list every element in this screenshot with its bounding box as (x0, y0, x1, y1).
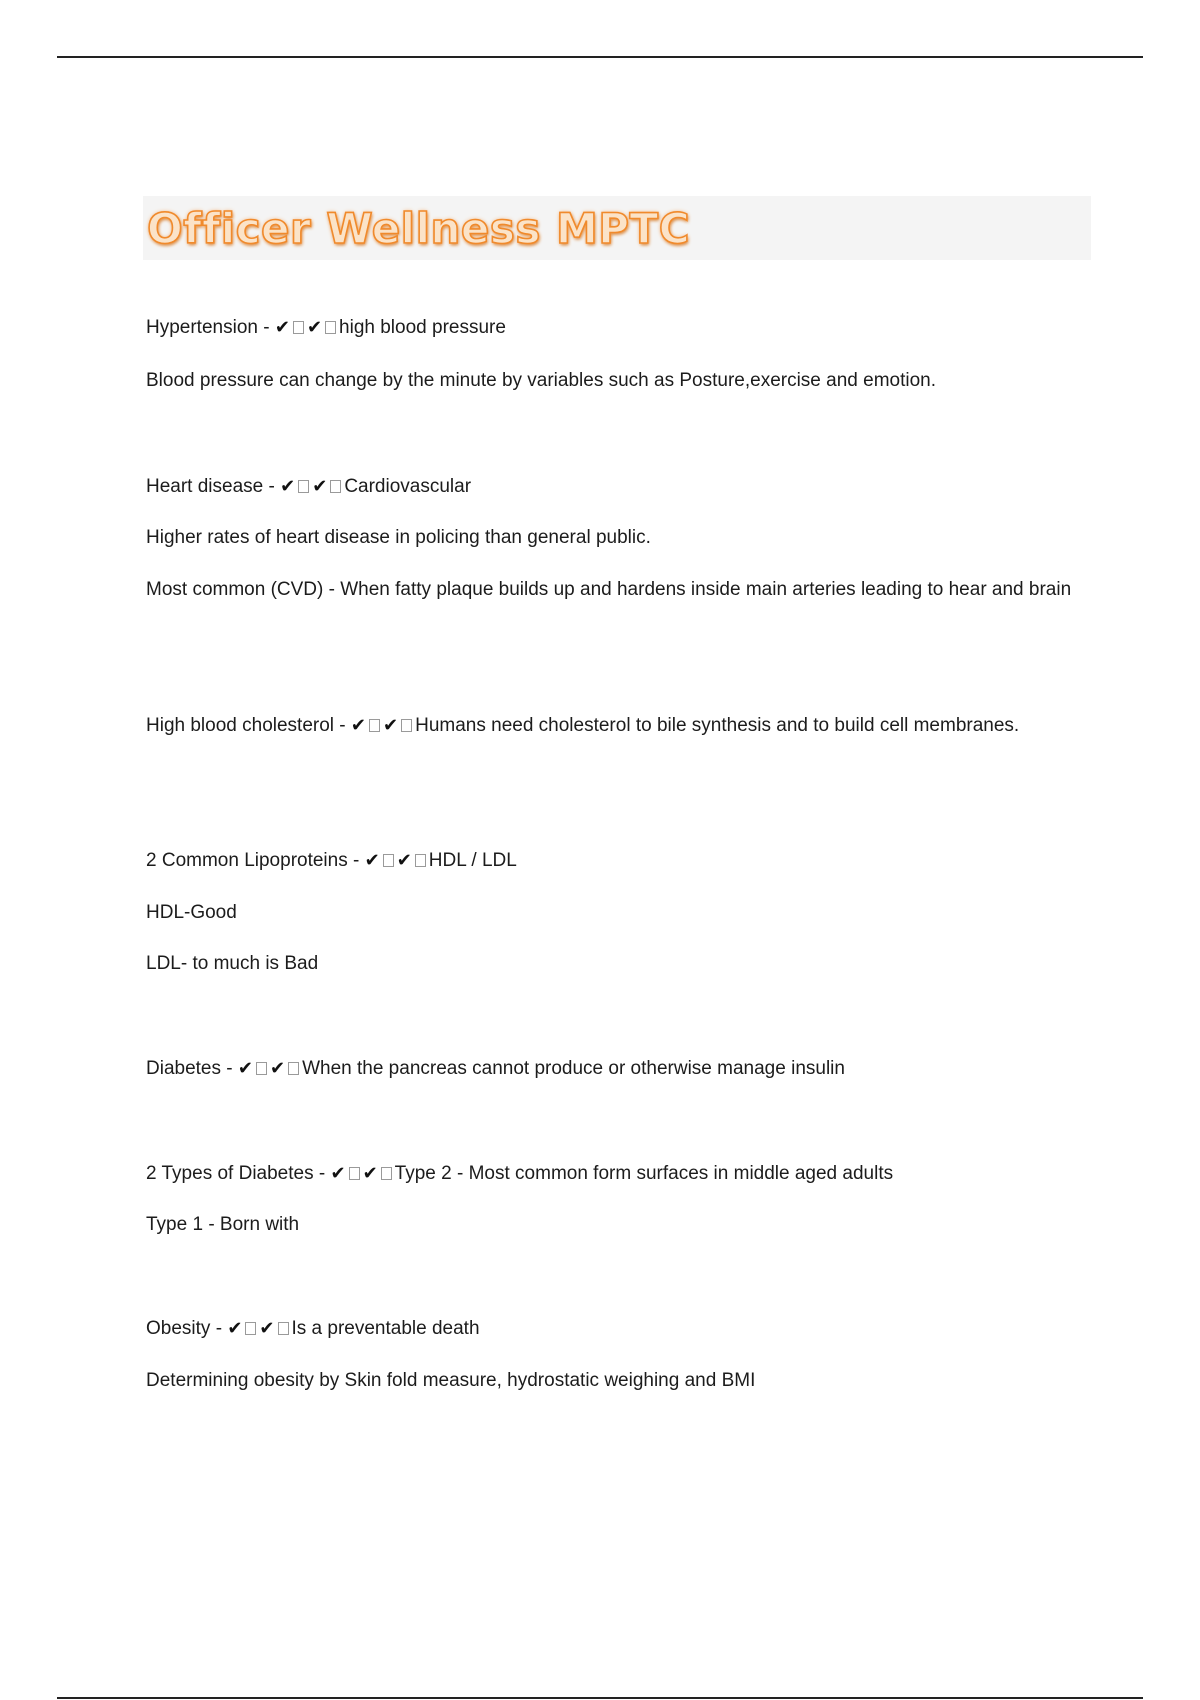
term-label: 2 Types of Diabetes (146, 1163, 314, 1184)
term-label: Obesity (146, 1318, 211, 1339)
box-icon (325, 321, 336, 334)
document-title: Officer Wellness MPTC (147, 203, 691, 253)
check-icon: ✔ (237, 1058, 253, 1079)
check-icon: ✔ (312, 476, 328, 497)
box-icon (369, 719, 380, 732)
term-label: 2 Common Lipoproteins (146, 850, 348, 871)
box-icon (288, 1062, 299, 1075)
check-icon: ✔ (274, 317, 290, 338)
term-line-lipoproteins (146, 846, 1096, 876)
separator: - (334, 715, 351, 736)
term-definition: Type 2 - Most common form surfaces in middle aged adults (394, 1163, 894, 1184)
separator: - (313, 1163, 331, 1184)
term-definition: HDL / LDL (428, 850, 517, 871)
separator: - (210, 1318, 228, 1339)
term-line-types-of-diabetes (146, 1159, 1096, 1189)
term-line-hypertension (146, 313, 1096, 343)
separator: - (257, 317, 275, 338)
term-line-diabetes (146, 1054, 1096, 1084)
term-line-high-blood-cholesterol (146, 711, 1096, 741)
box-icon (278, 1322, 289, 1335)
separator: - (263, 476, 281, 497)
check-icon: ✔ (362, 1163, 378, 1184)
term-label: Heart disease (146, 476, 264, 497)
box-icon (256, 1062, 267, 1075)
term-note: Type 1 - Born with (146, 1214, 300, 1235)
term-definition: Humans need cholesterol to bile synthesis and to build cell membranes. (415, 715, 1020, 736)
term-label: High blood cholesterol (146, 715, 335, 736)
term-definition: Cardiovascular (344, 476, 472, 497)
term-definition: high blood pressure (339, 317, 506, 338)
term-note: HDL-Good (146, 902, 237, 923)
box-icon (298, 480, 309, 493)
separator: - (347, 850, 365, 871)
term-line-heart-disease (146, 472, 1096, 502)
check-icon: ✔ (364, 850, 380, 871)
check-icon: ✔ (269, 1058, 286, 1079)
term-label: Diabetes (146, 1058, 221, 1079)
box-icon (245, 1322, 256, 1335)
box-icon (293, 321, 304, 334)
term-note: Determining obesity by Skin fold measure, hydrostatic weighing and BMI (146, 1370, 756, 1391)
term-line-obesity (146, 1314, 1096, 1344)
check-icon: ✔ (227, 1318, 243, 1339)
check-icon: ✔ (383, 715, 399, 736)
box-icon (383, 854, 394, 867)
bottom-rule (57, 1697, 1143, 1699)
term-note: Blood pressure can change by the minute by variables such as Posture,exercise and emotion. (146, 370, 937, 391)
check-icon: ✔ (306, 317, 323, 338)
term-note: LDL- to much is Bad (146, 953, 319, 974)
box-icon (401, 719, 412, 732)
term-note: Higher rates of heart disease in policing than general public. (146, 527, 651, 548)
check-icon: ✔ (280, 476, 296, 497)
check-icon: ✔ (350, 715, 366, 736)
check-icon: ✔ (330, 1163, 346, 1184)
term-label: Hypertension (146, 317, 258, 338)
box-icon (415, 854, 426, 867)
box-icon (381, 1167, 392, 1180)
term-note: Most common (CVD) - When fatty plaque builds up and hardens inside main arteries leading to hear and brain (146, 579, 1072, 600)
check-icon: ✔ (396, 850, 412, 871)
separator: - (221, 1058, 238, 1079)
top-rule (57, 56, 1143, 58)
term-definition: Is a preventable death (291, 1318, 480, 1339)
box-icon (349, 1167, 360, 1180)
title-banner (143, 196, 1091, 260)
box-icon (330, 480, 341, 493)
check-icon: ✔ (259, 1318, 275, 1339)
term-definition: When the pancreas cannot produce or otherwise manage insulin (302, 1058, 845, 1079)
